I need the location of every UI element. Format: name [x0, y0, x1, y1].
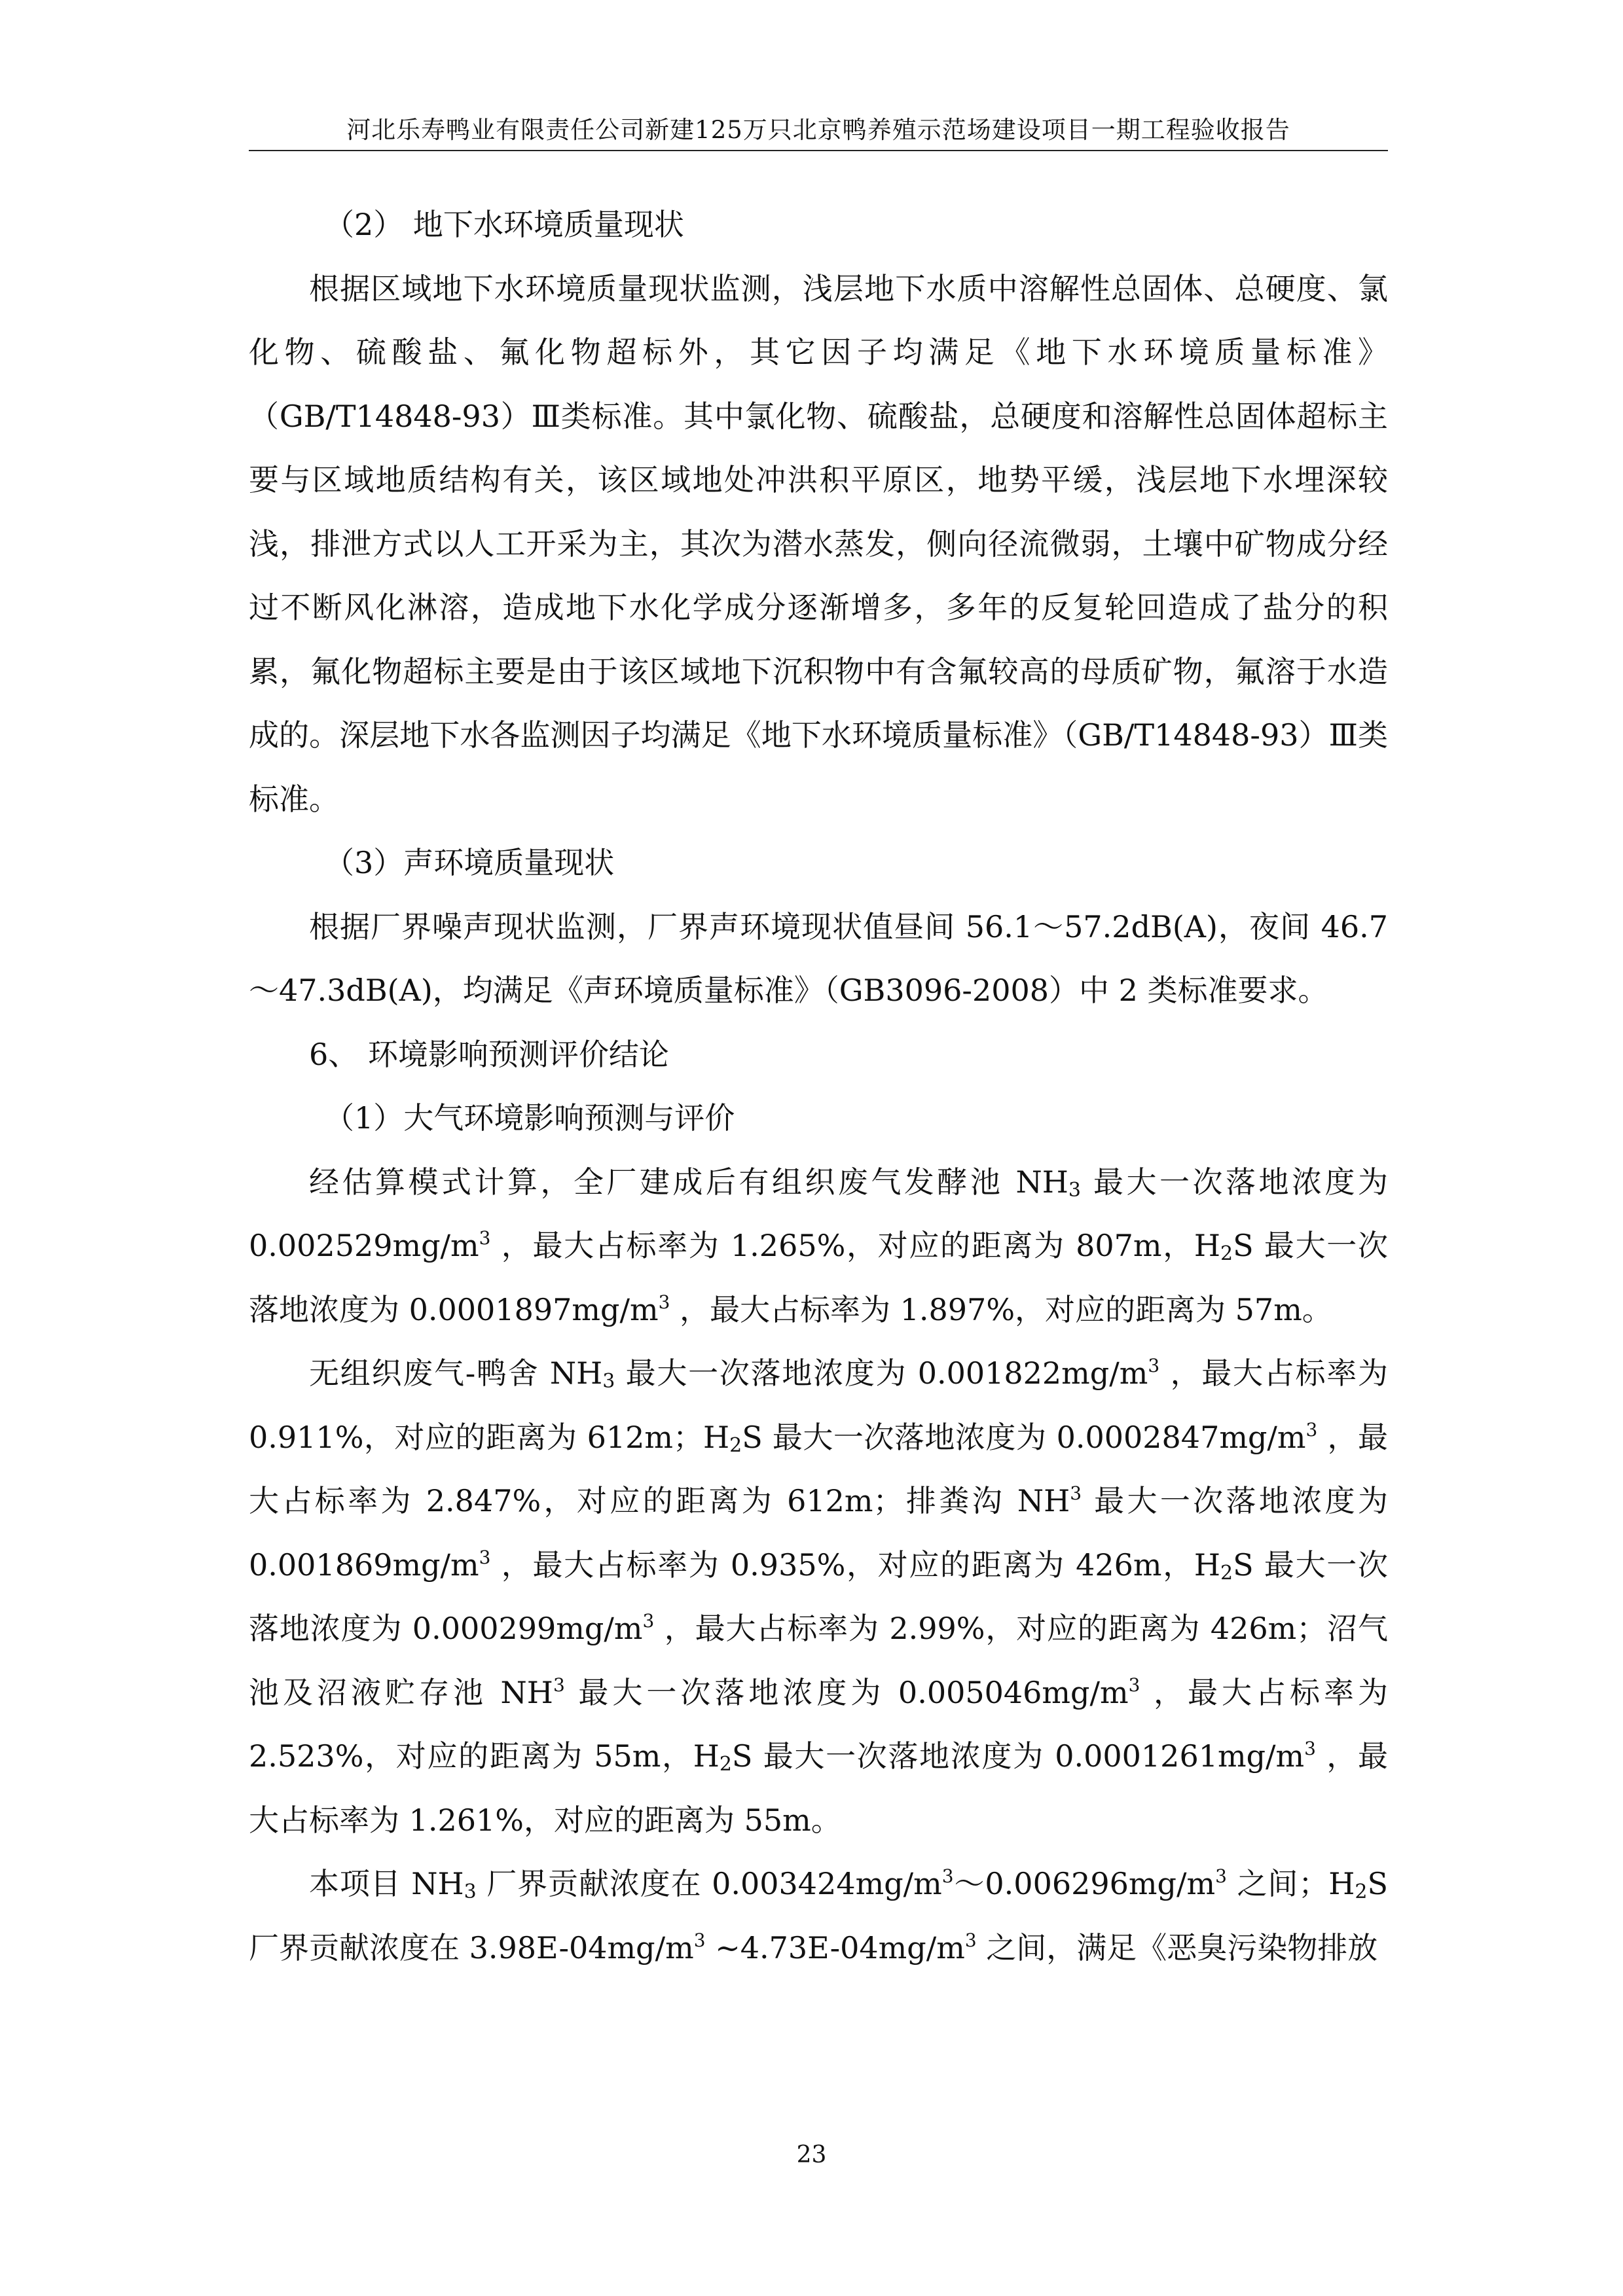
- superscript: 3: [642, 1610, 655, 1632]
- superscript: 3: [658, 1291, 670, 1313]
- air-heading: （1）大气环境影响预测与评价: [324, 1100, 735, 1136]
- superscript: 3: [941, 1865, 954, 1887]
- text-run: 最大一次落地浓度为 0.001822mg/m: [615, 1355, 1148, 1391]
- noise-paragraph: 根据厂界噪声现状监测，厂界声环境现状值昼间 56.1～57.2dB(A)，夜间 46.7～47.3dB(A)，均满足《声环境质量标准》（GB3096-2008）中 2 类标准要求。: [249, 908, 1388, 1008]
- text-run: S 最大一次落地浓度为 0.000299mg/m: [249, 1547, 1388, 1646]
- text-run: ，最大占标率为 1.897%，对应的距离为 57m。: [670, 1291, 1332, 1327]
- text-run: ，最大占标率为 1.261%，对应的距离为 55m。: [249, 1738, 1388, 1838]
- text-run: ～0.006296mg/m: [953, 1866, 1216, 1901]
- superscript: 3: [1305, 1418, 1318, 1441]
- text-run: ，最大占标率为 0.911%，对应的距离为 612m；H: [249, 1355, 1389, 1455]
- superscript: 3: [479, 1546, 491, 1568]
- superscript: 3: [964, 1929, 977, 1951]
- text-run: 厂界贡献浓度在 0.003424mg/m: [476, 1866, 942, 1901]
- text-run: 最大一次落地浓度为 0.005046mg/m: [564, 1674, 1129, 1710]
- text-run: S 最大一次落地浓度为 0.0002847mg/m: [742, 1419, 1306, 1455]
- groundwater-paragraph: 根据区域地下水环境质量现状监测，浅层地下水质中溶解性总固体、总硬度、氯化物、硫酸盐、氟化物超标外，其它因子均满足《地下水环境质量标准》（GB/T14848-93）Ⅲ类标准。其中氯化物、硫酸盐，总硬度和溶解性总固体超标主要与区域地质结构有关，该区域地处冲洪积平原区，地势平缓，浅层地下水埋深较浅，排泄方式以人工开采为主，其次为潜水蒸发，侧向径流微弱，土壤中矿物成分经过不断风化淋溶，造成地下水化学成分逐渐增多，多年的反复轮回造成了盐分的积累，氟化物超标主要是由于该区域地下沉积物中有含氟较高的母质矿物，氟溶于水造成的。深层地下水各监测因子均满足《地下水环境质量标准》（GB/T14848-93）Ⅲ类标准。: [249, 270, 1388, 817]
- text-run: ，最大占标率为 2.847%，对应的距离为 612m；排粪沟 NH: [249, 1419, 1388, 1518]
- superscript: 3: [1148, 1355, 1160, 1376]
- subscript: 2: [719, 1753, 732, 1776]
- text-run: ，最大占标率为 0.935%，对应的距离为 426m，H: [490, 1547, 1221, 1583]
- header-divider: [249, 150, 1388, 151]
- superscript: 3: [479, 1227, 491, 1249]
- text-run: S 厂界贡献浓度在 3.98E-04mg/m: [249, 1866, 1388, 1965]
- section-6-heading: 6、 环境影响预测评价结论: [309, 1036, 669, 1072]
- subscript: 2: [1355, 1880, 1368, 1903]
- air-paragraph-organized: [249, 1151, 1388, 1342]
- text-run: S 最大一次落地浓度为 0.0001897mg/m: [249, 1228, 1388, 1327]
- text-run: ，最大占标率为 2.99%，对应的距离为 426m；沼气池及沼液贮存池 NH: [249, 1611, 1389, 1710]
- superscript: 3: [1304, 1738, 1316, 1759]
- text-run: 本项目 NH: [309, 1866, 464, 1901]
- document-body: [249, 193, 1388, 1980]
- air-paragraph-fugitive: [249, 1342, 1388, 1852]
- text-run: 无组织废气-鸭舍 NH: [309, 1355, 603, 1391]
- page-number: 23: [796, 2142, 827, 2168]
- subscript: 2: [729, 1433, 742, 1457]
- text-run: 经估算模式计算，全厂建成后有组织废气发酵池 NH: [309, 1164, 1068, 1200]
- air-paragraph-boundary: [249, 1852, 1388, 1980]
- text-run: 最大一次落地浓度为 0.002529mg/m: [249, 1164, 1388, 1263]
- subscript: 3: [602, 1370, 615, 1393]
- text-run: ，最大占标率为 1.265%，对应的距离为 807m，H: [490, 1228, 1221, 1263]
- noise-heading: （3）声环境质量现状: [324, 845, 615, 880]
- text-run: 之间；H: [1226, 1866, 1355, 1901]
- superscript: 3: [693, 1929, 706, 1951]
- running-header: 河北乐寿鸭业有限责任公司新建125万只北京鸭养殖示范场建设项目一期工程验收报告: [346, 116, 1290, 144]
- superscript: 3: [1070, 1482, 1082, 1504]
- subscript: 3: [464, 1880, 477, 1903]
- subscript: 2: [1220, 1561, 1233, 1585]
- text-run: 最大一次落地浓度为 0.001869mg/m: [249, 1483, 1388, 1583]
- groundwater-heading: （2） 地下水环境质量现状: [324, 207, 684, 242]
- superscript: 3: [553, 1674, 565, 1696]
- superscript: 3: [1128, 1674, 1140, 1696]
- text-run: S 最大一次落地浓度为 0.0001261mg/m: [731, 1738, 1305, 1774]
- superscript: 3: [1215, 1865, 1227, 1887]
- text-run: ~4.73E-04mg/m: [705, 1929, 965, 1965]
- subscript: 2: [1220, 1242, 1233, 1265]
- text-run: ，最大占标率为 2.523%，对应的距离为 55m，H: [249, 1674, 1389, 1774]
- subscript: 3: [1068, 1178, 1081, 1202]
- text-run: 之间，满足《恶臭污染物排放: [976, 1929, 1378, 1965]
